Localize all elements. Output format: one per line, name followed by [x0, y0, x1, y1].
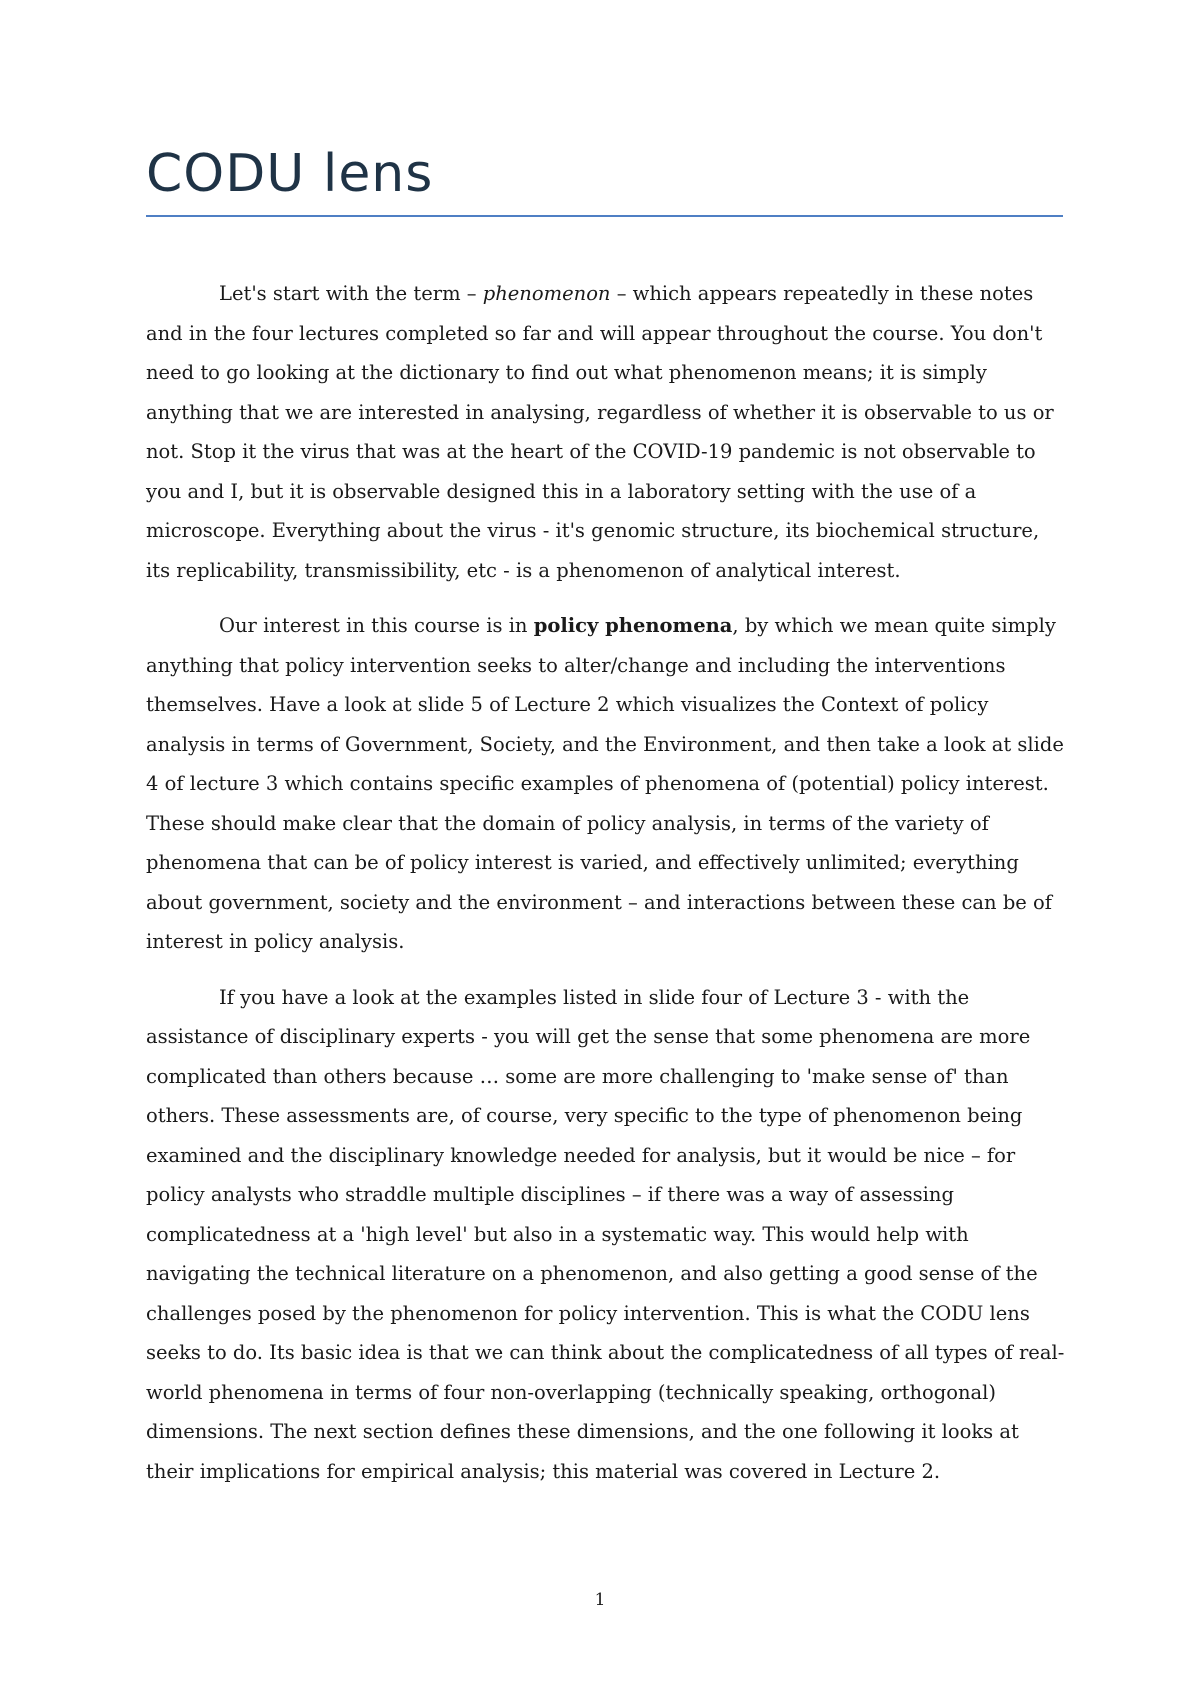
paragraph-text: Our interest in this course is in: [219, 614, 534, 637]
paragraph-text: Let's start with the term –: [219, 282, 483, 305]
emphasis-term: phenomenon: [482, 282, 611, 305]
page-title: CODU lens: [146, 144, 434, 204]
body-text: [146, 274, 1066, 1507]
title-underline: [146, 215, 1063, 217]
bold-term: policy phenomena: [533, 614, 733, 637]
paragraph-text: , by which we mean quite simply anything that policy intervention seeks to alter/change and including the interventions themselves. Have a look at slide 5 of Lecture 2 which visualizes the Context of policy analysis in terms of Government, Society, and the Environment, and then take a look at slide 4 of lecture 3 which contains specific examples of phenomena of (potential) policy interest. These should make clear that the domain of policy analysis, in terms of the variety of phenomena that can be of policy interest is varied, and effectively unlimited; everything about government, society and the environment – and interactions between these can be of interest in policy analysis.: [146, 614, 1064, 953]
paragraph-phenomenon: [146, 274, 1066, 590]
paragraph-codu-lens: [146, 978, 1066, 1492]
paragraph-text: If you have a look at the examples listed in slide four of Lecture 3 - with the assistance of disciplinary experts - you will get the sense that some phenomena are more complicated than others because … some are more challenging to 'make sense of' than others. These assessments are, of course, very specific to the type of phenomenon being examined and the disciplinary knowledge needed for analysis, but it would be nice – for policy analysts who straddle multiple disciplines – if there was a way of assessing complicatedness at a 'high level' but also in a systematic way. This would help with navigating the technical literature on a phenomenon, and also getting a good sense of the challenges posed by the phenomenon for policy intervention. This is what the CODU lens seeks to do. Its basic idea is that we can think about the complicatedness of all types of real-world phenomena in terms of four non-overlapping (technically speaking, orthogonal) dimensions. The next section defines these dimensions, and the one following it looks at their implications for empirical analysis; this material was covered in Lecture 2.: [146, 985, 1065, 1483]
page-number: 1: [594, 1590, 606, 1610]
paragraph-policy-phenomena: [146, 606, 1066, 962]
paragraph-text: – which appears repeatedly in these notes and in the four lectures completed so far and will appear throughout the course. You don't need to go looking at the dictionary to find out what phenomenon means; it is simply anything that we are interested in analysing, regardless of whether it is observable to us or not. Stop it the virus that was at the heart of the COVID-19 pandemic is not observable to you and I, but it is observable designed this in a laboratory setting with the use of a microscope. Everything about the virus - it's genomic structure, its biochemical structure, its replicability, transmissibility, etc - is a phenomenon of analytical interest.: [146, 282, 1054, 582]
